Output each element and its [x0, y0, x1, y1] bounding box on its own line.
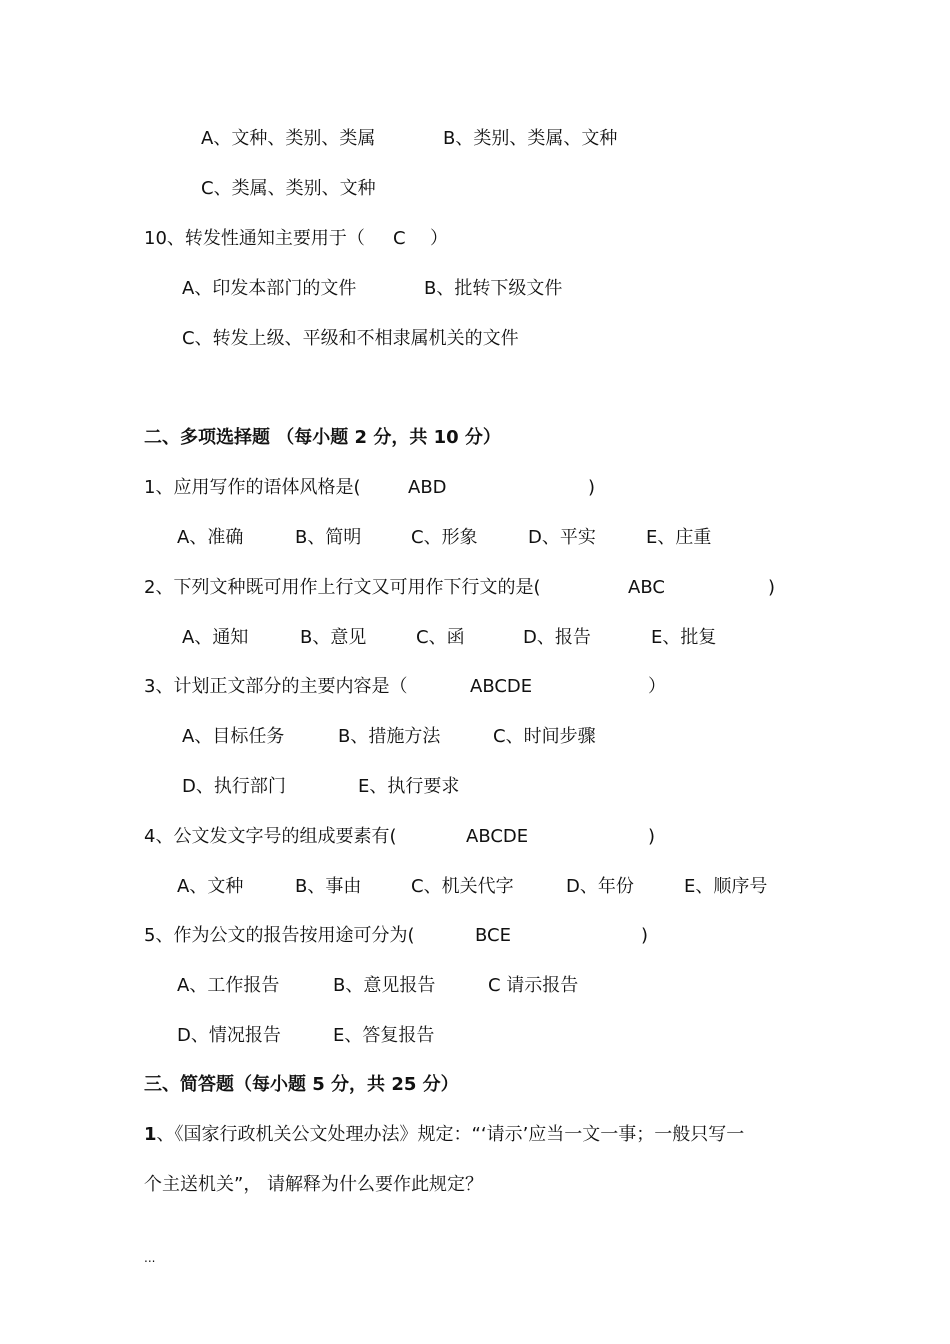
s3-q1-line-2: 个主送机关”， 请解释为什么要作此规定？ [144, 1174, 484, 1195]
s2-q3-option-d: D、执行部门 [182, 776, 286, 797]
s2-q1-option-e: E、庄重 [646, 527, 712, 548]
s2-q3-answer: ABCDE [470, 676, 533, 697]
s2-q5-option-c: C 请示报告 [488, 975, 579, 996]
s2-q1-stem: 1、应用写作的语体风格是( [144, 477, 361, 498]
s2-q5-close: ) [641, 925, 649, 946]
s2-q1-close: ) [588, 477, 596, 498]
s2-q1-answer: ABD [408, 477, 447, 498]
s2-q4-option-d: D、年份 [566, 876, 634, 897]
s2-q1-option-c: C、形象 [411, 527, 478, 548]
page-ellipsis: ... [144, 1251, 156, 1265]
s2-q3-stem: 3、计划正文部分的主要内容是（ [144, 676, 408, 697]
q10-stem: 10、转发性通知主要用于（ [144, 228, 365, 249]
section3-heading: 三、简答题（每小题 5 分，共 25 分） [144, 1074, 459, 1095]
section2-heading: 二、多项选择题 （每小题 2 分，共 10 分） [144, 427, 501, 448]
s2-q4-close: ) [648, 826, 656, 847]
s2-q2-option-d: D、报告 [523, 627, 591, 648]
s2-q2-option-a: A、通知 [182, 627, 249, 648]
s2-q2-option-e: E、批复 [651, 627, 717, 648]
s2-q5-option-e: E、答复报告 [333, 1025, 435, 1046]
q10-option-a: A、印发本部门的文件 [182, 278, 357, 299]
q10-close: ） [430, 228, 448, 249]
s2-q5-option-a: A、工作报告 [177, 975, 280, 996]
q10-option-c: C、转发上级、平级和不相隶属机关的文件 [182, 328, 519, 349]
s2-q1-option-a: A、准确 [177, 527, 244, 548]
s2-q3-close: ） [648, 676, 666, 697]
s2-q5-answer: BCE [475, 925, 511, 946]
s2-q2-close: ) [768, 577, 776, 598]
s2-q3-option-c: C、时间步骤 [493, 726, 596, 747]
s2-q2-option-c: C、函 [416, 627, 465, 648]
s3-q1-text-1: 、《国家行政机关公文处理办法》规定：“‘请示’应当一文一事；一般只写一 [156, 1124, 745, 1145]
s2-q4-answer: ABCDE [466, 826, 529, 847]
q10-answer: C [393, 228, 406, 249]
s2-q4-option-c: C、机关代字 [411, 876, 514, 897]
s2-q3-option-b: B、措施方法 [338, 726, 441, 747]
s2-q4-option-a: A、文种 [177, 876, 244, 897]
s2-q1-option-b: B、简明 [295, 527, 362, 548]
s2-q4-option-e: E、顺序号 [684, 876, 768, 897]
s2-q2-answer: ABC [628, 577, 665, 598]
q9-option-c: C、类属、类别、文种 [201, 178, 376, 199]
s2-q2-option-b: B、意见 [300, 627, 367, 648]
s2-q3-option-a: A、目标任务 [182, 726, 285, 747]
q10-options-row-2 [0, 327, 950, 399]
s2-q2-stem: 2、下列文种既可用作上行文又可用作下行文的是( [144, 577, 541, 598]
s3-q1-line-1 [144, 1123, 744, 1147]
s2-q3-option-e: E、执行要求 [358, 776, 460, 797]
q10-option-b: B、批转下级文件 [424, 278, 563, 299]
s2-q5-option-b: B、意见报告 [333, 975, 436, 996]
s3-q1-number: 1 [144, 1124, 157, 1145]
q9-option-b: B、类别、类属、文种 [443, 128, 618, 149]
q9-option-a: A、文种、类别、类属 [201, 128, 376, 149]
s2-q5-options-row-2 [0, 1024, 950, 1120]
s2-q4-stem: 4、公文发文字号的组成要素有( [144, 826, 397, 847]
s2-q5-stem: 5、作为公文的报告按用途可分为( [144, 925, 415, 946]
s2-q5-option-d: D、情况报告 [177, 1025, 281, 1046]
s2-q4-option-b: B、事由 [295, 876, 362, 897]
s2-q1-option-d: D、平实 [528, 527, 596, 548]
